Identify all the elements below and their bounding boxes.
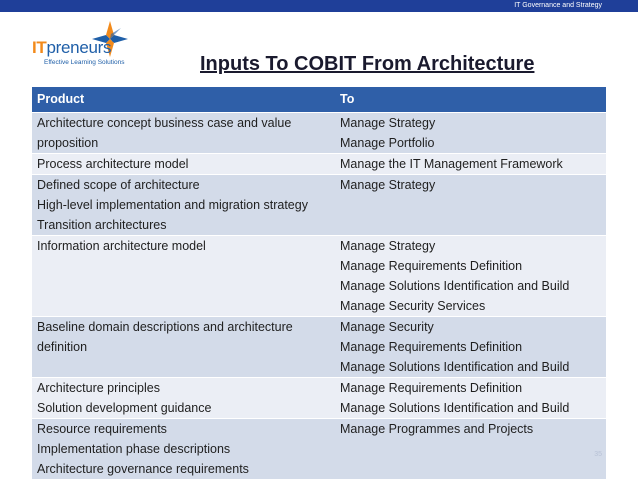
- to-line: Manage Security Services: [340, 299, 486, 313]
- product-line: Architecture principles: [37, 381, 160, 395]
- product-line: Information architecture model: [37, 239, 206, 253]
- to-line: Manage the IT Management Framework: [340, 157, 563, 171]
- product-line: Solution development guidance: [37, 401, 212, 415]
- product-line: Process architecture model: [37, 157, 189, 171]
- product-line: Resource requirements: [37, 422, 167, 436]
- product-cell: [32, 236, 337, 316]
- to-line: Manage Security: [340, 320, 434, 334]
- product-line: Implementation phase descriptions: [37, 442, 231, 456]
- table-row: [32, 112, 606, 153]
- to-cell: [337, 419, 606, 479]
- section-label: IT Governance and Strategy: [514, 2, 602, 9]
- to-line: Manage Strategy: [340, 239, 436, 253]
- table-row: [32, 235, 606, 316]
- to-cell: [337, 154, 606, 174]
- to-line: Manage Requirements Definition: [340, 340, 523, 354]
- table-header-row: [32, 87, 606, 112]
- table-row: [32, 418, 606, 479]
- table-row: [32, 153, 606, 174]
- itpreneurs-logo: [32, 28, 172, 72]
- to-line: Manage Solutions Identification and Build: [340, 360, 570, 374]
- table-row: [32, 377, 606, 418]
- to-cell: [337, 378, 606, 418]
- to-line: Manage Programmes and Projects: [340, 422, 534, 436]
- product-line: Transition architectures: [37, 218, 167, 232]
- product-line: Architecture governance requirements: [37, 462, 249, 476]
- column-header-to: To: [340, 92, 355, 106]
- product-cell: [32, 317, 337, 377]
- logo-tagline: Effective Learning Solutions: [44, 59, 125, 66]
- product-cell: [32, 378, 337, 418]
- product-cell: [32, 154, 337, 174]
- to-line: Manage Solutions Identification and Build: [340, 279, 570, 293]
- to-line: Manage Portfolio: [340, 136, 435, 150]
- to-line: Manage Requirements Definition: [340, 259, 523, 273]
- product-line: Baseline domain descriptions and architecture: [37, 320, 293, 334]
- column-header-product: Product: [37, 92, 85, 106]
- to-line: Manage Requirements Definition: [340, 381, 523, 395]
- logo-wordmark: ITpreneurs™: [32, 38, 118, 57]
- page-number: 35: [594, 451, 602, 458]
- to-line: Manage Strategy: [340, 116, 436, 130]
- table-row: [32, 316, 606, 377]
- to-line: Manage Strategy: [340, 178, 436, 192]
- to-line: Manage Solutions Identification and Build: [340, 401, 570, 415]
- to-cell: [337, 317, 606, 377]
- product-line: High-level implementation and migration strategy: [37, 198, 308, 212]
- to-cell: [337, 236, 606, 316]
- product-cell: [32, 419, 337, 479]
- product-cell: [32, 175, 337, 235]
- product-line: Architecture concept business case and value: [37, 116, 292, 130]
- to-cell: [337, 175, 606, 235]
- table-row: [32, 174, 606, 235]
- product-line: definition: [37, 340, 88, 354]
- top-banner: [0, 0, 638, 12]
- cobit-inputs-table: [32, 87, 606, 479]
- to-cell: [337, 113, 606, 153]
- slide-title: Inputs To COBIT From Architecture: [200, 53, 535, 75]
- product-line: proposition: [37, 136, 99, 150]
- product-cell: [32, 113, 337, 153]
- product-line: Defined scope of architecture: [37, 178, 200, 192]
